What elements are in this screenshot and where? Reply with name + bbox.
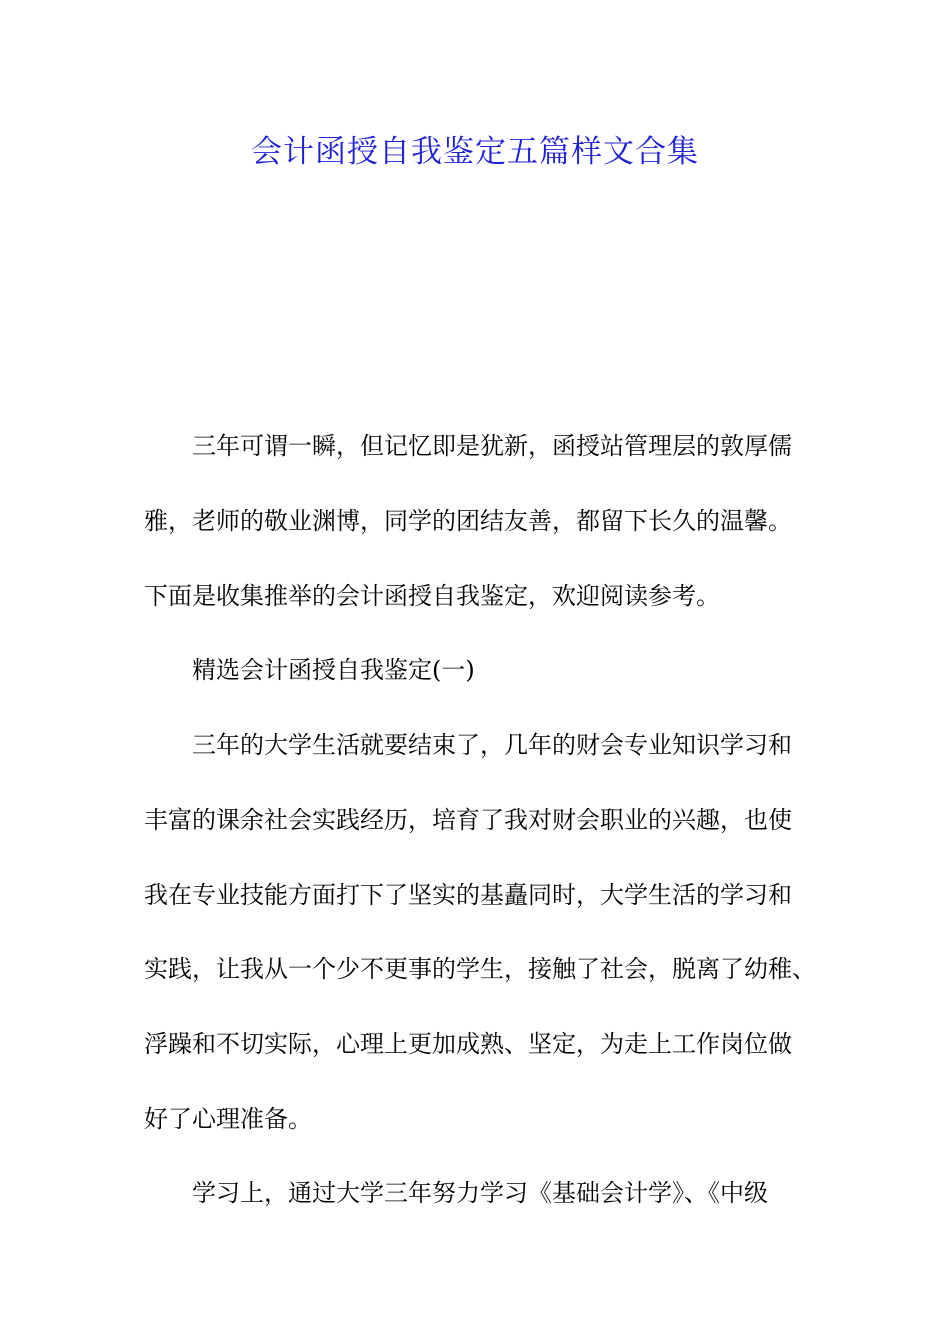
text-line: 三年可谓一瞬，但记忆即是犹新，函授站管理层的敦厚儒 — [192, 432, 792, 460]
text-line: 雅，老师的敬业渊博，同学的团结友善，都留下长久的温馨。 — [144, 507, 792, 535]
text-line: 我在专业技能方面打下了坚实的基矗同时，大学生活的学习和 — [144, 881, 792, 909]
text-line: 下面是收集推举的会计函授自我鉴定，欢迎阅读参考。 — [144, 582, 720, 610]
text-line: 丰富的课余社会实践经历，培育了我对财会职业的兴趣，也使 — [144, 806, 792, 834]
text-line: 实践，让我从一个少不更事的学生，接触了社会，脱离了幼稚、 — [144, 955, 816, 983]
text-line: 三年的大学生活就要结束了，几年的财会专业知识学习和 — [192, 731, 792, 759]
section-heading: 精选会计函授自我鉴定(一) — [192, 656, 475, 684]
text-line: 好了心理准备。 — [144, 1105, 312, 1133]
text-line: 浮躁和不切实际，心理上更加成熟、坚定，为走上工作岗位做 — [144, 1030, 792, 1058]
document-title: 会计函授自我鉴定五篇样文合集 — [251, 134, 699, 170]
text-line: 学习上，通过大学三年努力学习《基础会计学》、《中级 — [192, 1179, 768, 1207]
